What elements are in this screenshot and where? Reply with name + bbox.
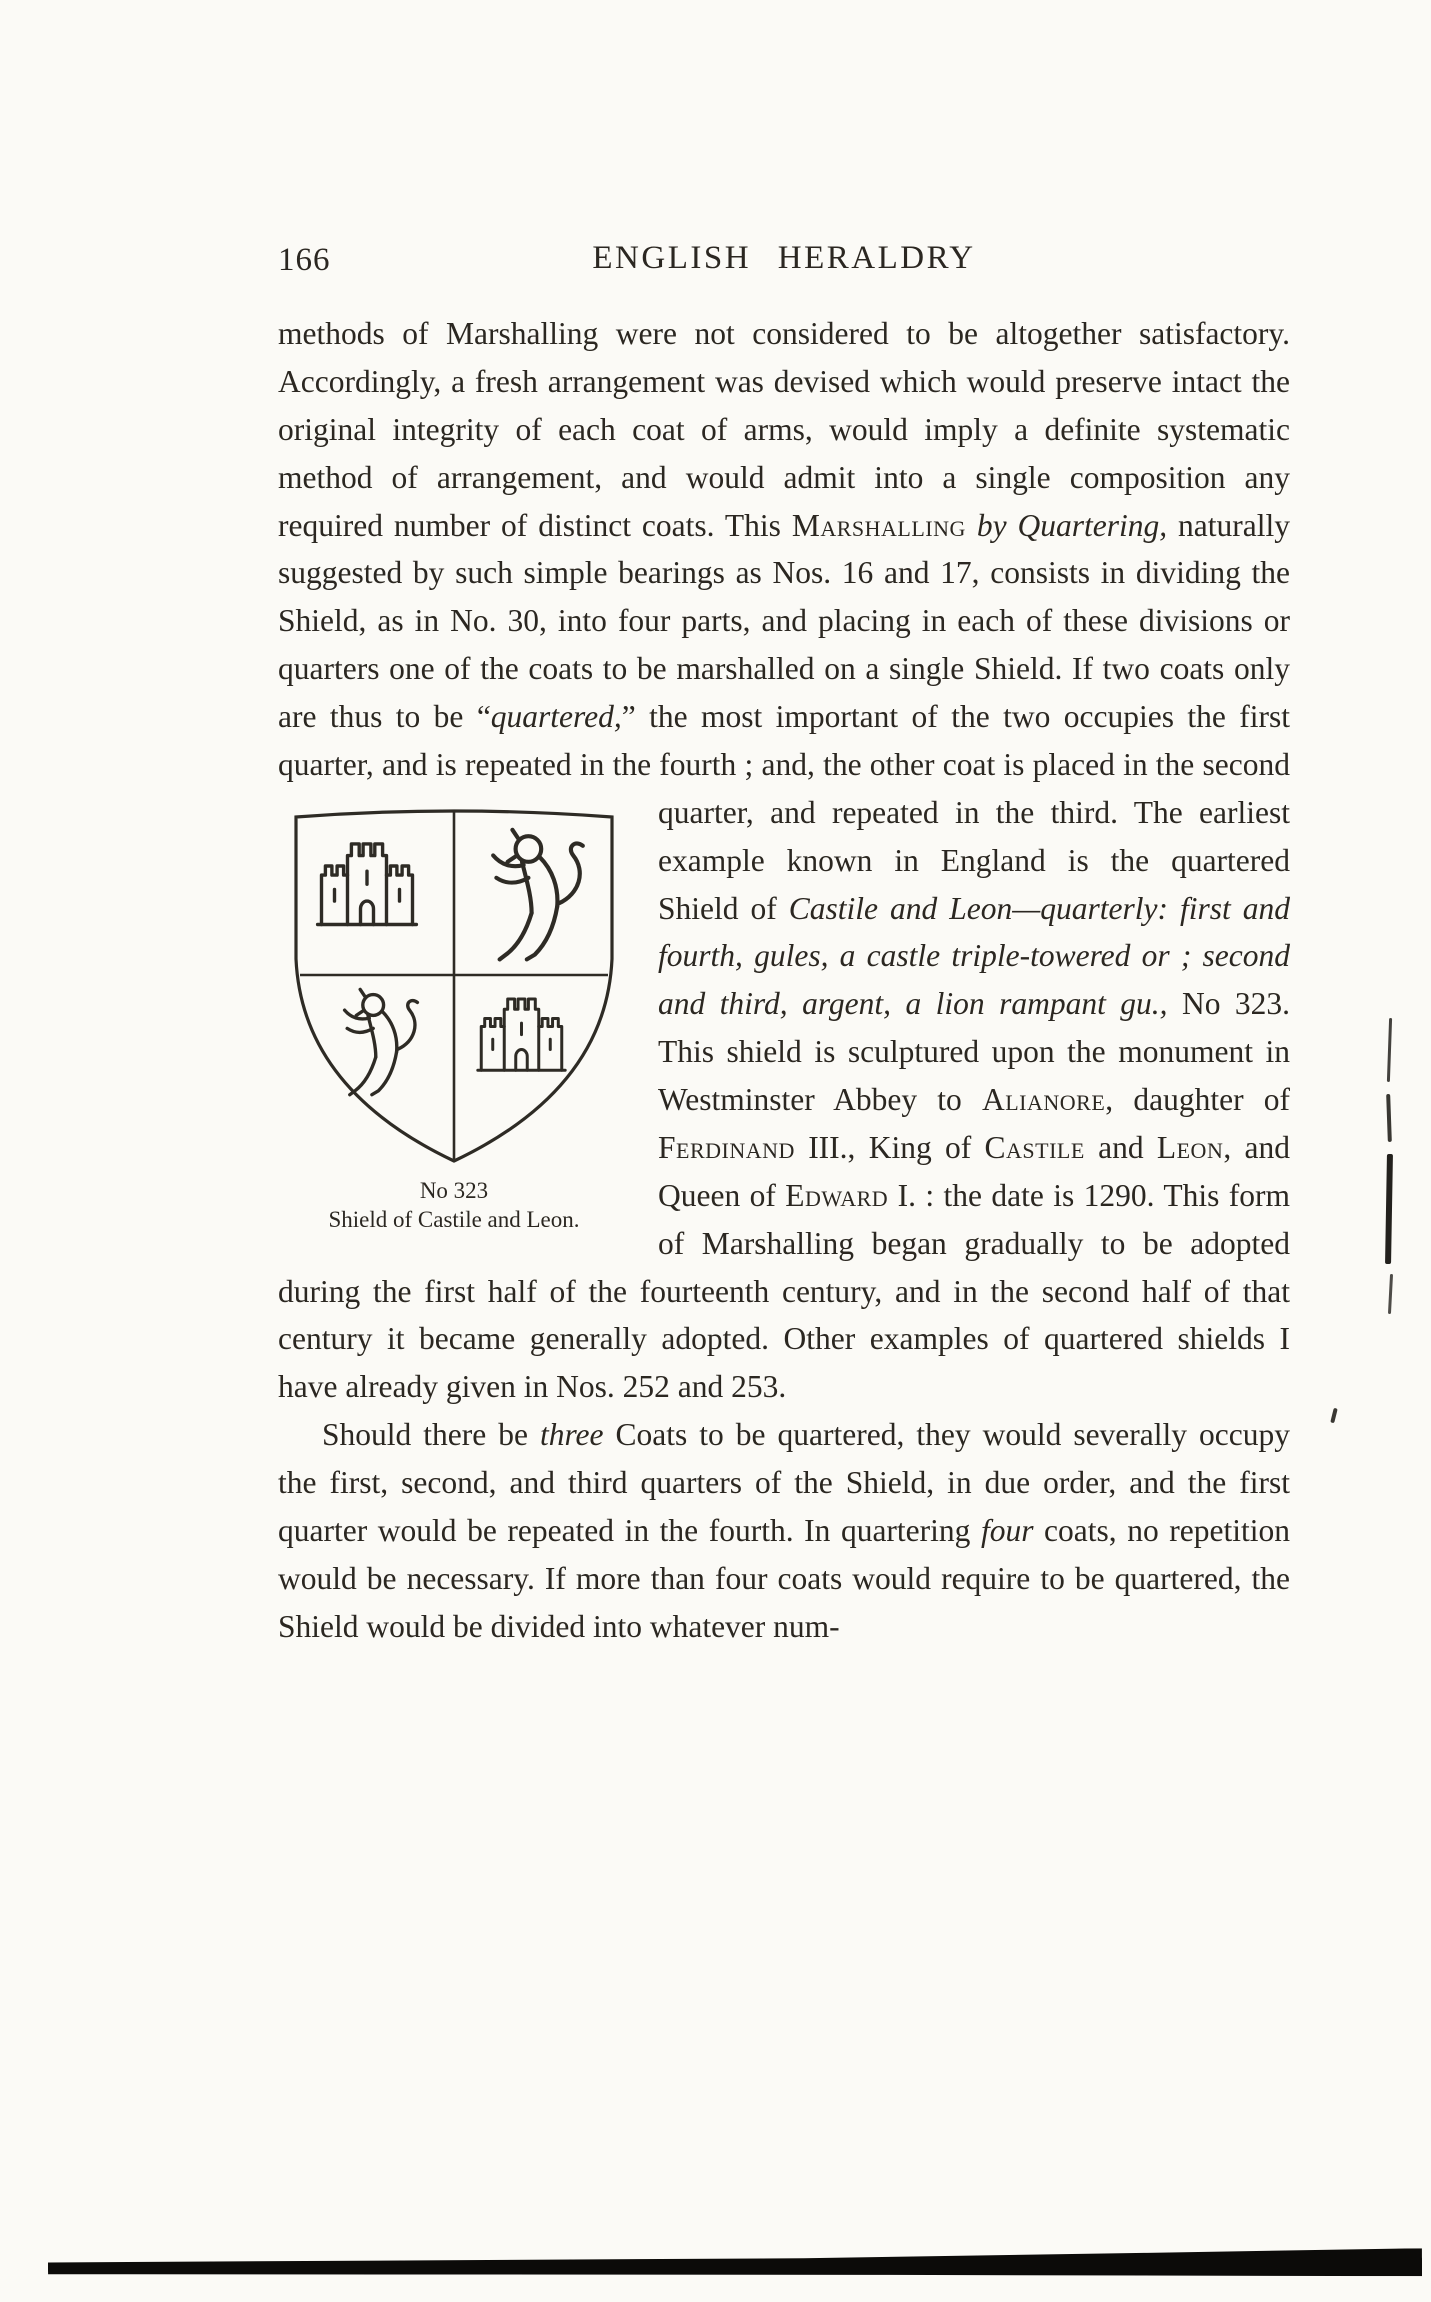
ink-stroke (1386, 1094, 1392, 1142)
lion-icon (345, 989, 418, 1094)
shield-figure (278, 799, 630, 1235)
ink-stroke (1387, 1018, 1392, 1082)
scan-artifact-margin-ink (1384, 1018, 1400, 1318)
paragraph-1-part-b: second quarter, and repeated in the third. The earliest example known in England is the quartered Shield of Castile and Leon—quarterly: first and fourth, gules, a castle triple-towered or ; second and third, argent, a lion rampant gu., No 323. This shield is sculptured upon the monument in Westminster Abbey to Alianore, daughter of Ferdinand III., King of Castile and Leon, and Queen of Edward I. : the date is 1290. This form of Marshalling began gradually to be adopted during the first half of the fourteenth century, and in the second half of that century it became generally adopted. Other examples of quartered shields I have already given in Nos. 252 and 253. (278, 746, 1290, 1405)
page-header (278, 240, 1290, 286)
lion-icon (493, 830, 583, 960)
ink-stroke (1385, 1154, 1393, 1264)
castle-icon (318, 844, 417, 925)
paragraph-2: Should there be three Coats to be quartered, they would severally occupy the first, second, and third quarters of the Shield, in due order, and the first quarter would be repeated in the fourth. In quartering four coats, no repetition would be necessary. If more than four coats would require to be quartered, the Shield would be divided into whatever num- (278, 1417, 1290, 1644)
page-number: 166 (278, 242, 331, 278)
scan-artifact-bottom-bar (48, 2248, 1422, 2280)
castle-icon (478, 999, 565, 1070)
scan-artifact-margin-tick (1330, 1408, 1338, 1424)
paragraph-1 (278, 310, 1290, 1411)
ink-stroke (1388, 1274, 1393, 1314)
running-title: ENGLISH HERALDRY (592, 240, 976, 276)
paragraph-1-part-a: methods of Marshalling were not considered to be altogether satisfactory. Accordingly, a fresh arrangement was devised which would preserve intact the original integrity of each coat of arms, would imply a definite systematic method of arrangement, and would admit into a single composition any required number of distinct coats. This Marshalling by Quartering, naturally suggested by such simple bearings as Nos. 16 and 17, consists in dividing the Shield, as in No. 30, into four parts, and placing in each of these divisions or quarters one of the coats to be marshalled on a single Shield. If two coats only are thus to be “quartered,” the most important of the two occupies the first quarter, and is repeated in the fourth ; and, the other coat is placed in the (278, 316, 1291, 782)
page-content (278, 240, 1290, 1651)
shield-svg (284, 799, 624, 1169)
figure-caption-number: No 323 (419, 1177, 489, 1203)
figure-caption-title: Shield of Castile and Leon. (328, 1206, 580, 1232)
